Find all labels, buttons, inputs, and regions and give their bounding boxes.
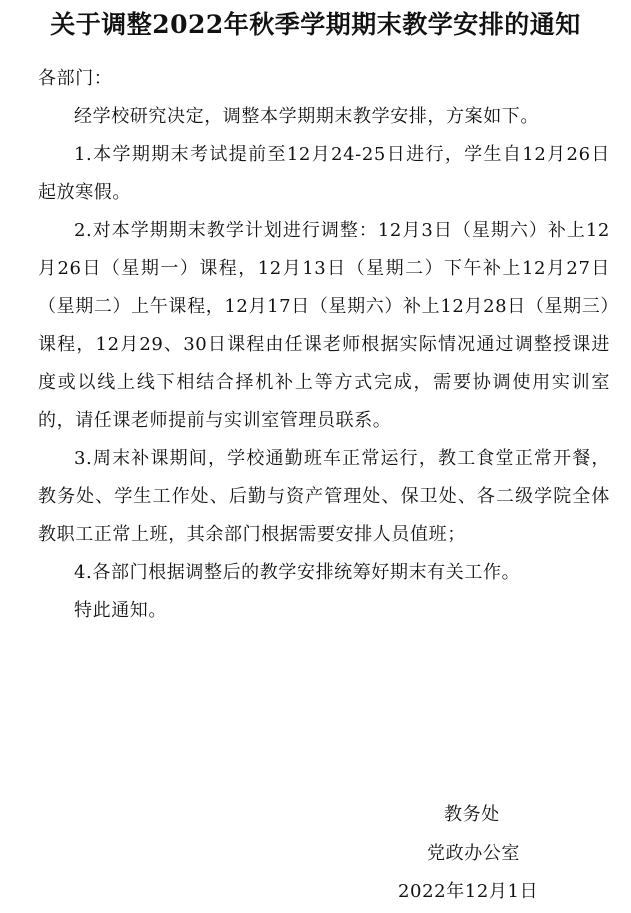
paragraph-item-4: 4.各部门根据调整后的教学安排统筹好期末有关工作。: [74, 562, 521, 583]
salutation: 各部门：: [38, 68, 113, 89]
paragraph-item-1: 1.本学期期末考试提前至12月24-25日进行，学生自12月26日起放寒假。: [38, 144, 610, 203]
notice-body: [38, 60, 610, 630]
signature-date: 2022年12月1日: [398, 881, 539, 902]
paragraph-item-3: 3.周末补课期间，学校通勤班车正常运行，教工食堂正常开餐，教务处、学生工作处、后勤与资产管理处、保卫处、各二级学院全体教职工正常上班，其余部门根据需要安排人员值班；: [38, 448, 610, 545]
signature-dept-academic-affairs: 教务处: [444, 804, 500, 825]
signature-dept-party-office: 党政办公室: [427, 843, 520, 864]
paragraph-intro: 经学校研究决定，调整本学期期末教学安排，方案如下。: [74, 106, 539, 127]
paragraph-item-2: 2.对本学期期末教学计划进行调整：12月3日（星期六）补上12月26日（星期一）课程，12月13日（星期二）下午补上12月27日（星期二）上午课程，12月17日（星期六）补上12月28日（星期三）课程，12月29、30日课程由任课老师根据实际情况通过调整授课进度或以线上线下相结合择机补上等方式完成，需要协调使用实训室的，请任课老师提前与实训室管理员联系。: [38, 220, 610, 431]
notice-title: 关于调整2022年秋季学期期末教学安排的通知: [50, 10, 581, 39]
paragraph-closing: 特此通知。: [74, 600, 167, 621]
